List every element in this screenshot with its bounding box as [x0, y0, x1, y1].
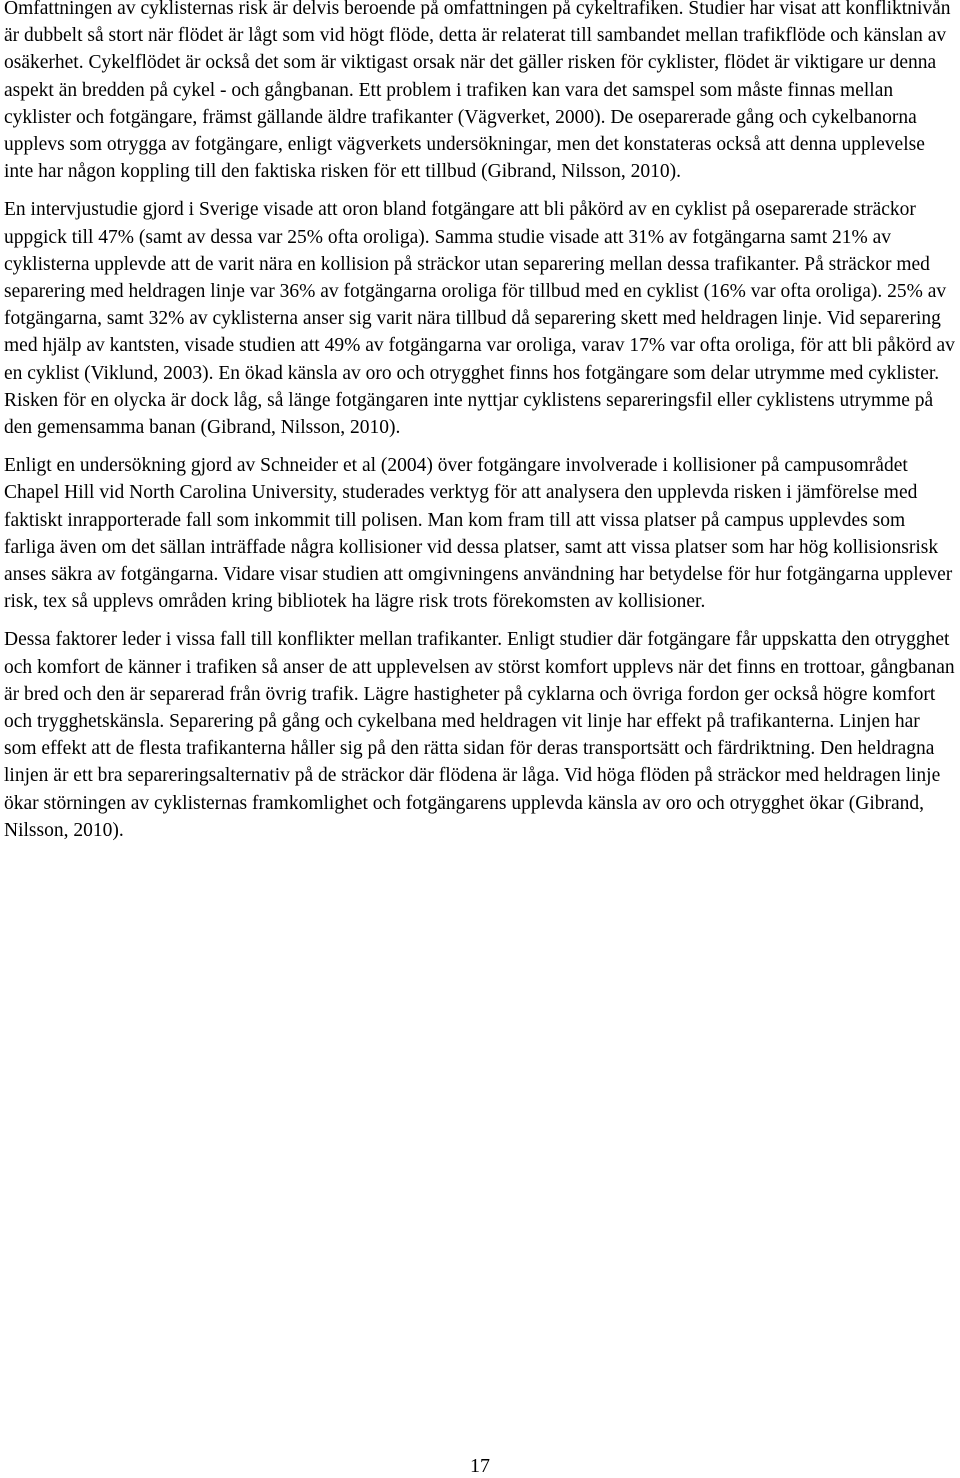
page-body [4, 0, 956, 844]
paragraph-chapel-hill-study: Enligt en undersökning gjord av Schneider et al (2004) över fotgängare involverade i kollisioner på campusområdet Chapel Hill vid North Carolina University, studerades verktyg för att analysera den upplevda risken i jämförelse med faktiskt inrapporterade fall som inkommit till polisen. Man kom fram till att vissa platser på campus upplevdes som farliga även om det sällan inträffade några kollisioner vid dessa platser, samt att vissa platser som har hög kollisionsrisk anses säkra av fotgängarna. Vidare visar studien att omgivningens användning har betydelse för hur fotgängarna upplever risk, tex så upplevs områden kring bibliotek ha lägre risk trots förekomsten av kollisioner. [4, 455, 953, 613]
page-number: 17 [470, 1455, 490, 1477]
paragraph-cycle-traffic-risk: Omfattningen av cyklisternas risk är delvis beroende på omfattningen på cykeltrafiken. Studier har visat att konfliktnivån är dubbelt så stort när flödet är lågt som vid högt flöde, detta är relaterat till sambandet mellan trafikflöde och känslan av osäkerhet. Cykelflödet är också det som är viktigast orsak när det gäller risken för cyklister, flödet är viktigare ur denna aspekt än bredden på cykel - och gångbanan. Ett problem i trafiken kan vara det samspel som måste finnas mellan cyklister och fotgängare, främst gällande äldre trafikanter (Vägverket, 2000). De oseparerade gång och cykelbanorna upplevs som otrygga av fotgängare, enligt vägverkets undersökningar, men det konstateras också att denna upplevelse inte har någon koppling till den faktiska risken för ett tillbud (Gibrand, Nilsson, 2010). [4, 0, 951, 183]
paragraph-conflict-factors: Dessa faktorer leder i vissa fall till konflikter mellan trafikanter. Enligt studier där fotgängare får uppskatta den otrygghet och komfort de känner i trafiken så anser de att upplevelsen av störst komfort upplevs när det finns en trottoar, gångbanan är bred och den är separerad från övrig trafik. Lägre hastigheter på cyklarna och övriga fordon ger också högre komfort och trygghetskänsla. Separering på gång och cykelbana med heldragen vit linje har effekt på trafikanterna. Linjen har som effekt att de flesta trafikanterna håller sig på den rätta sidan för deras transportsätt och färdriktning. Den heldragna linjen är ett bra separeringsalternativ på de sträckor där flödena är låga. Vid höga flöden på sträckor med heldragen linje ökar störningen av cyklisternas framkomlighet och fotgängarens upplevda känsla av oro och otrygghet ökar (Gibrand, Nilsson, 2010). [4, 629, 955, 841]
paragraph-interview-study: En intervjustudie gjord i Sverige visade att oron bland fotgängare att bli påkörd av en cyklist på oseparerade sträckor uppgick till 47% (samt av dessa var 25% ofta oroliga). Samma studie visade att 31% av fotgängarna samt 21% av cyklisterna upplevde att de varit nära en kollision på sträckor utan separering mellan dessa trafikanter. På sträckor med separering med heldragen linje var 36% av fotgängarna oroliga för tillbud med en cyklist (16% var ofta oroliga). 25% av fotgängarna, samt 32% av cyklisterna anser sig varit nära tillbud då separering skett med heldragen linje. Vid separering med hjälp av kantsten, visade studien att 49% av fotgängarna var oroliga, varav 17% var ofta oroliga, för att bli påkörd av en cyklist (Viklund, 2003). En ökad känsla av oro och otrygghet finns hos fotgängare som delar utrymme med cyklister. Risken för en olycka är dock låg, så länge fotgängaren inte nyttjar cyklistens separeringsfil eller cyklistens utrymme på den gemensamma banan (Gibrand, Nilsson, 2010). [4, 199, 955, 439]
